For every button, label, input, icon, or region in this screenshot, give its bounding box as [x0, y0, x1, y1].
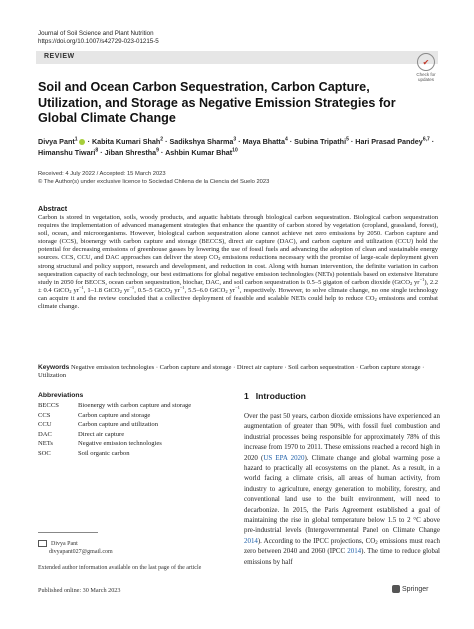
- publisher-logo: [392, 585, 428, 593]
- citation-link[interactable]: 2014: [347, 547, 362, 556]
- abbreviation-row: CCU Carbon capture and utilization: [38, 421, 159, 429]
- corresponding-email[interactable]: divyapant027@gmail.com: [49, 549, 113, 556]
- orcid-icon[interactable]: [79, 139, 85, 145]
- published-date: Published online: 30 March 2023: [38, 587, 121, 594]
- keywords-text: Negative emission technologies · Carbon capture and storage · Direct air capture · Soil carbon sequestration · Carbon capture storage · Utilization: [38, 364, 425, 380]
- extended-author-info: Extended author information available on the last page of the article: [38, 565, 202, 571]
- keywords-label: Keywords: [38, 364, 70, 371]
- abbreviation-row: CCS Carbon capture and storage: [38, 411, 151, 419]
- author[interactable]: Kabita Kumari Shah$^2$: [91, 136, 164, 146]
- author[interactable]: Maya Bhatta$^4$: [242, 136, 288, 146]
- crossmark-badge[interactable]: [412, 53, 440, 82]
- keywords: [38, 364, 438, 380]
- springer-icon: [392, 585, 400, 593]
- abbreviation-row: DAC Direct air capture: [38, 430, 125, 438]
- abbreviation-row: SOC Soil organic carbon: [38, 449, 130, 457]
- section-label: REVIEW: [44, 53, 75, 60]
- author[interactable]: Himanshu Tiwari$^8$: [38, 147, 99, 157]
- abbreviation-row: NETs Negative emission technologies: [38, 440, 162, 448]
- envelope-icon: [38, 540, 47, 547]
- corresponding-author: [38, 540, 113, 557]
- author[interactable]: Jiban Shrestha$^9$: [104, 147, 159, 157]
- citation-link[interactable]: US EPA 2020: [263, 453, 305, 462]
- author[interactable]: Divya Pant$^1$: [38, 137, 86, 146]
- journal-header: [38, 30, 159, 46]
- author[interactable]: Hari Prasad Pandey$^{6,7}$: [355, 136, 430, 146]
- footnote-divider: [38, 532, 98, 533]
- abbreviations-heading: Abbreviations: [38, 392, 84, 399]
- introduction-text: Over the past 50 years, carbon dioxide emissions have experienced an augmentation of greater than 90%, with fossil fuel combustion and industrial processes being responsible for approximately 78% of this increase from 1970 to 2011. These emissions reached a record high in 2020 (US EPA 2020). Climate change and global warming pose a hazard to practically all ecosystems on the planet. As a result, in a world facing a climate crisis, all areas of human activity, from industry to agriculture, energy generation to mobility, forestry, and conventional land use to the built environment, will need to decarbonize. In 2015, the Paris Agreement established a goal of maintaining the rise in global temperature below 1.5 to 2 °C above pre-industrial levels (Intergovernmental Panel on Climate Change 2014). According to the IPCC projections, $CO_2$ emissions must reach zero between 2040 and 2060 (IPCC 2014). The time to reduce global emissions by half: [244, 412, 441, 566]
- publisher-name: Springer: [402, 585, 429, 593]
- doi-link[interactable]: https://doi.org/10.1007/s42729-023-01215-5: [38, 38, 159, 45]
- author[interactable]: Ashbin Kumar Bhat$^{10}$: [165, 147, 238, 157]
- article-dates: [38, 170, 269, 186]
- abbreviation-row: BECCS Bioenergy with carbon capture and storage: [38, 402, 192, 409]
- abstract-heading: Abstract: [38, 204, 68, 213]
- citation-link[interactable]: 2014: [244, 536, 258, 545]
- section-bar: [36, 51, 438, 64]
- abbreviations-table: [38, 401, 191, 459]
- crossmark-icon: ✔: [417, 53, 435, 71]
- received-accepted: Received: 4 July 2022 / Accepted: 15 March 2023: [38, 171, 166, 177]
- journal-name: Journal of Soil Science and Plant Nutrition: [38, 30, 154, 37]
- corresponding-name: Divya Pant: [51, 541, 78, 547]
- section-number: 1: [244, 391, 249, 401]
- introduction-heading: [244, 391, 306, 401]
- section-title: Introduction: [255, 391, 306, 401]
- author-list: Divya Pant$^1$ · Kabita Kumari Shah$^2$ · Sadikshya Sharma$^3$ · Maya Bhatta$^4$ · Subina Tripathi$^5$ · Hari Prasad Pandey$^{6,7}$ · Himanshu Tiwari$^8$ · Jiban Shrestha$^9$ · Ashbin Kumar Bhat$^{10}$: [38, 136, 435, 157]
- copyright-line: © The Author(s) under exclusive licence to Sociedad Chilena de la Ciencia del Suelo 2023: [38, 179, 270, 185]
- author[interactable]: Sadikshya Sharma$^3$: [169, 136, 237, 146]
- article-title: Soil and Ocean Carbon Sequestration, Carbon Capture, Utilization, and Storage as Negative Emission Strategies for Global Climate Change: [38, 80, 396, 125]
- author[interactable]: Subina Tripathi$^5$: [294, 136, 349, 146]
- abstract-text: Carbon is stored in vegetation, soils, woody products, and aquatic habitats through biological carbon sequestration. Biological carbon sequestration requires the implementation of advanced management strategies that enhance the quantity of carbon stored by vegetation (cropland, grassland, forest), soil, ocean, and microorganisms. However, biological carbon sequestration alone cannot achieve net zero emissions by 2050. Carbon capture and storage (CCS), bioenergy with carbon capture and storage (BECCS), direct air capture (DAC), and carbon capture and utilization (CCU) hold the potential for decreasing emissions of greenhouse gasses by lowering the use of fossil fuels and advancing the adoption of clean and sustainable energy sources. CCS, CCU, and DAC approaches can deliver the steep $CO_2$ emissions reductions necessary with the promise of large-scale deployment given strong structural and policy support, research and development, and reduction in cost. Along with human intervention, the definite variation in carbon sequestration capacity of each technology, our best estimations for global negative emission technologies (NETs) potentials based on extensive literature study in 2050 for BECCS, ocean carbon sequestration, biochar, DAC, and soil carbon sequestration is 0.5–5 gigaton of carbon dioxide (GtCO$_2$ $yr^{-1}$), 2.2 ± 0.4 GtCO$_2$ $yr^{-1}$, 1–1.8 GtCO$_2$ $yr^{-1}$, 0.5–5 GtCO$_2$ $yr^{-1}$, 5.5–6.0 GtCO$_2$ $yr^{-1}$, respectively. However, to solve climate change, no one single technology can acquire it and the review concluded that a collective deployment of feasible and scalable NETs could help to reduce $CO_2$ emissions and combat climate change.: [38, 214, 439, 311]
- crossmark-text: Check for updates: [416, 72, 436, 82]
